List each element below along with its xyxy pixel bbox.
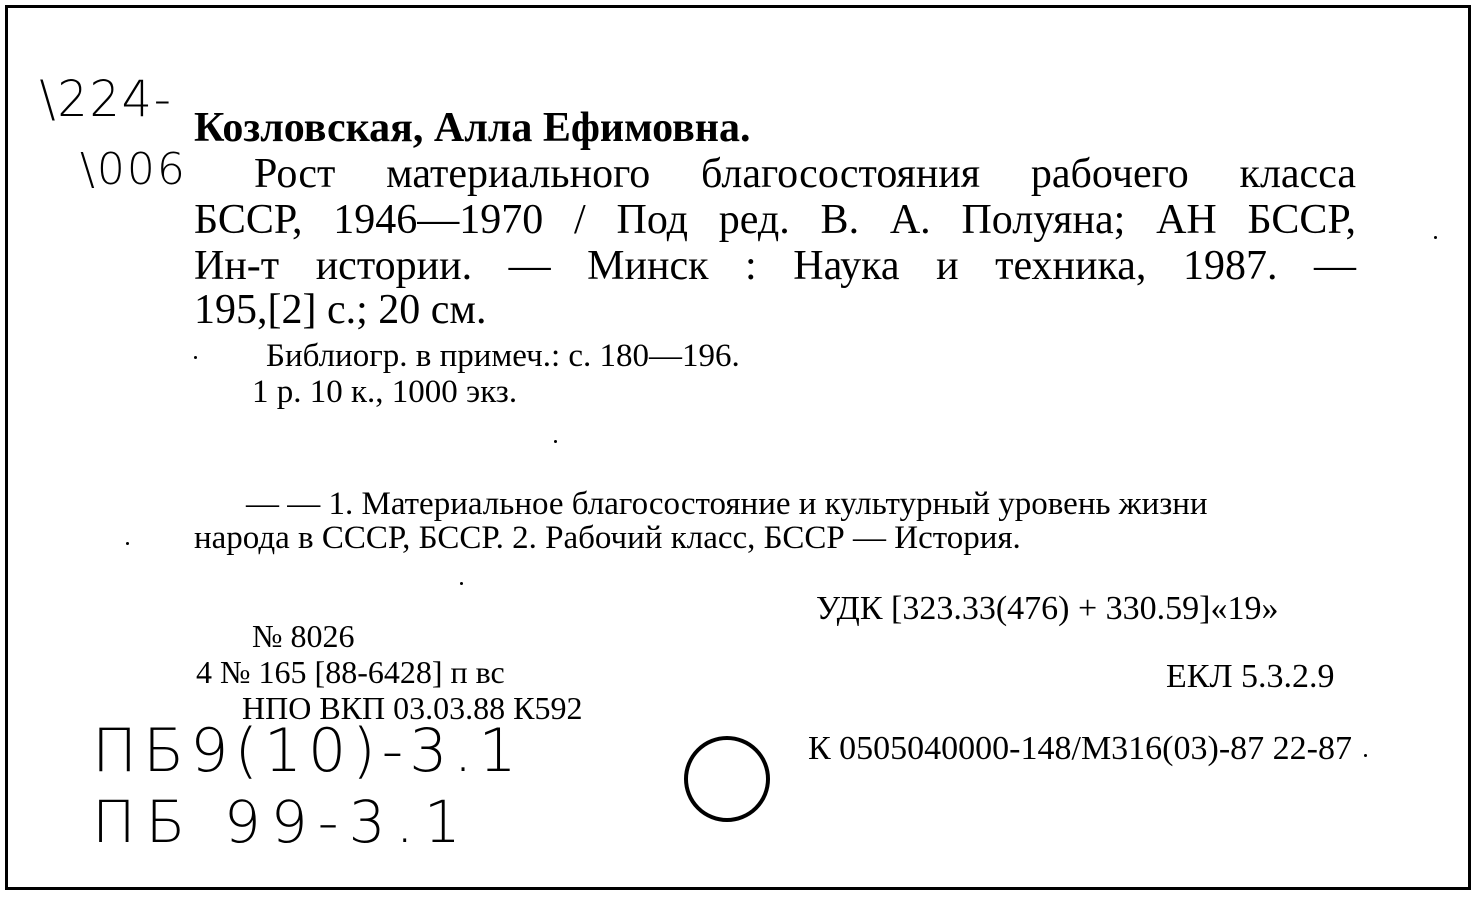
stamp-circle (684, 736, 770, 822)
udk-code: УДК [323.33(476) + 330.59]«19» (816, 590, 1279, 627)
handwritten-call-number-line2: \006 (80, 144, 187, 195)
ekl-code: ЕКЛ 5.3.2.9 (1166, 658, 1335, 695)
speck (194, 356, 197, 359)
subject-line-2: народа в СССР, БССР. 2. Рабочий класс, БССР — История. (194, 520, 1021, 556)
order-number: № 8026 (252, 618, 355, 654)
speck (1434, 236, 1437, 239)
title-line-4: 195,[2] с.; 20 см. (194, 287, 487, 333)
handwritten-shelf-mark-2: ПБ 99-3.1 (92, 788, 471, 856)
speck (1364, 754, 1367, 757)
subject-line-1: — — 1. Материальное благосостояние и культурный уровень жизни (246, 486, 1208, 522)
speck (126, 542, 129, 545)
title-line-3: Ин-т истории. — Минск : Наука и техника, 1987. — (194, 243, 1356, 289)
handwritten-call-number-line1: \224- (39, 70, 173, 128)
price-note: 1 р. 10 к., 1000 экз. (252, 374, 518, 410)
catalog-card (5, 5, 1471, 890)
author-heading: Козловская, Алла Ефимовна. (194, 105, 751, 151)
title-line-2: БССР, 1946—1970 / Под ред. В. А. Полуяна; АН БССР, (194, 197, 1356, 243)
bibliography-note: Библиогр. в примеч.: с. 180—196. (266, 338, 740, 374)
handwritten-shelf-mark-1: ПБ9(10)-3.1 (92, 716, 523, 786)
speck (554, 440, 557, 443)
publisher-code: НПО ВКП 03.03.88 К592 (242, 690, 583, 726)
speck (460, 582, 463, 585)
print-number: 4 № 165 [88-6428] п вс (196, 654, 505, 690)
title-line-1: Рост материального благосостояния рабочего класса (254, 151, 1356, 197)
catalog-code: К 0505040000-148/М316(03)-87 22-87 (808, 730, 1352, 767)
